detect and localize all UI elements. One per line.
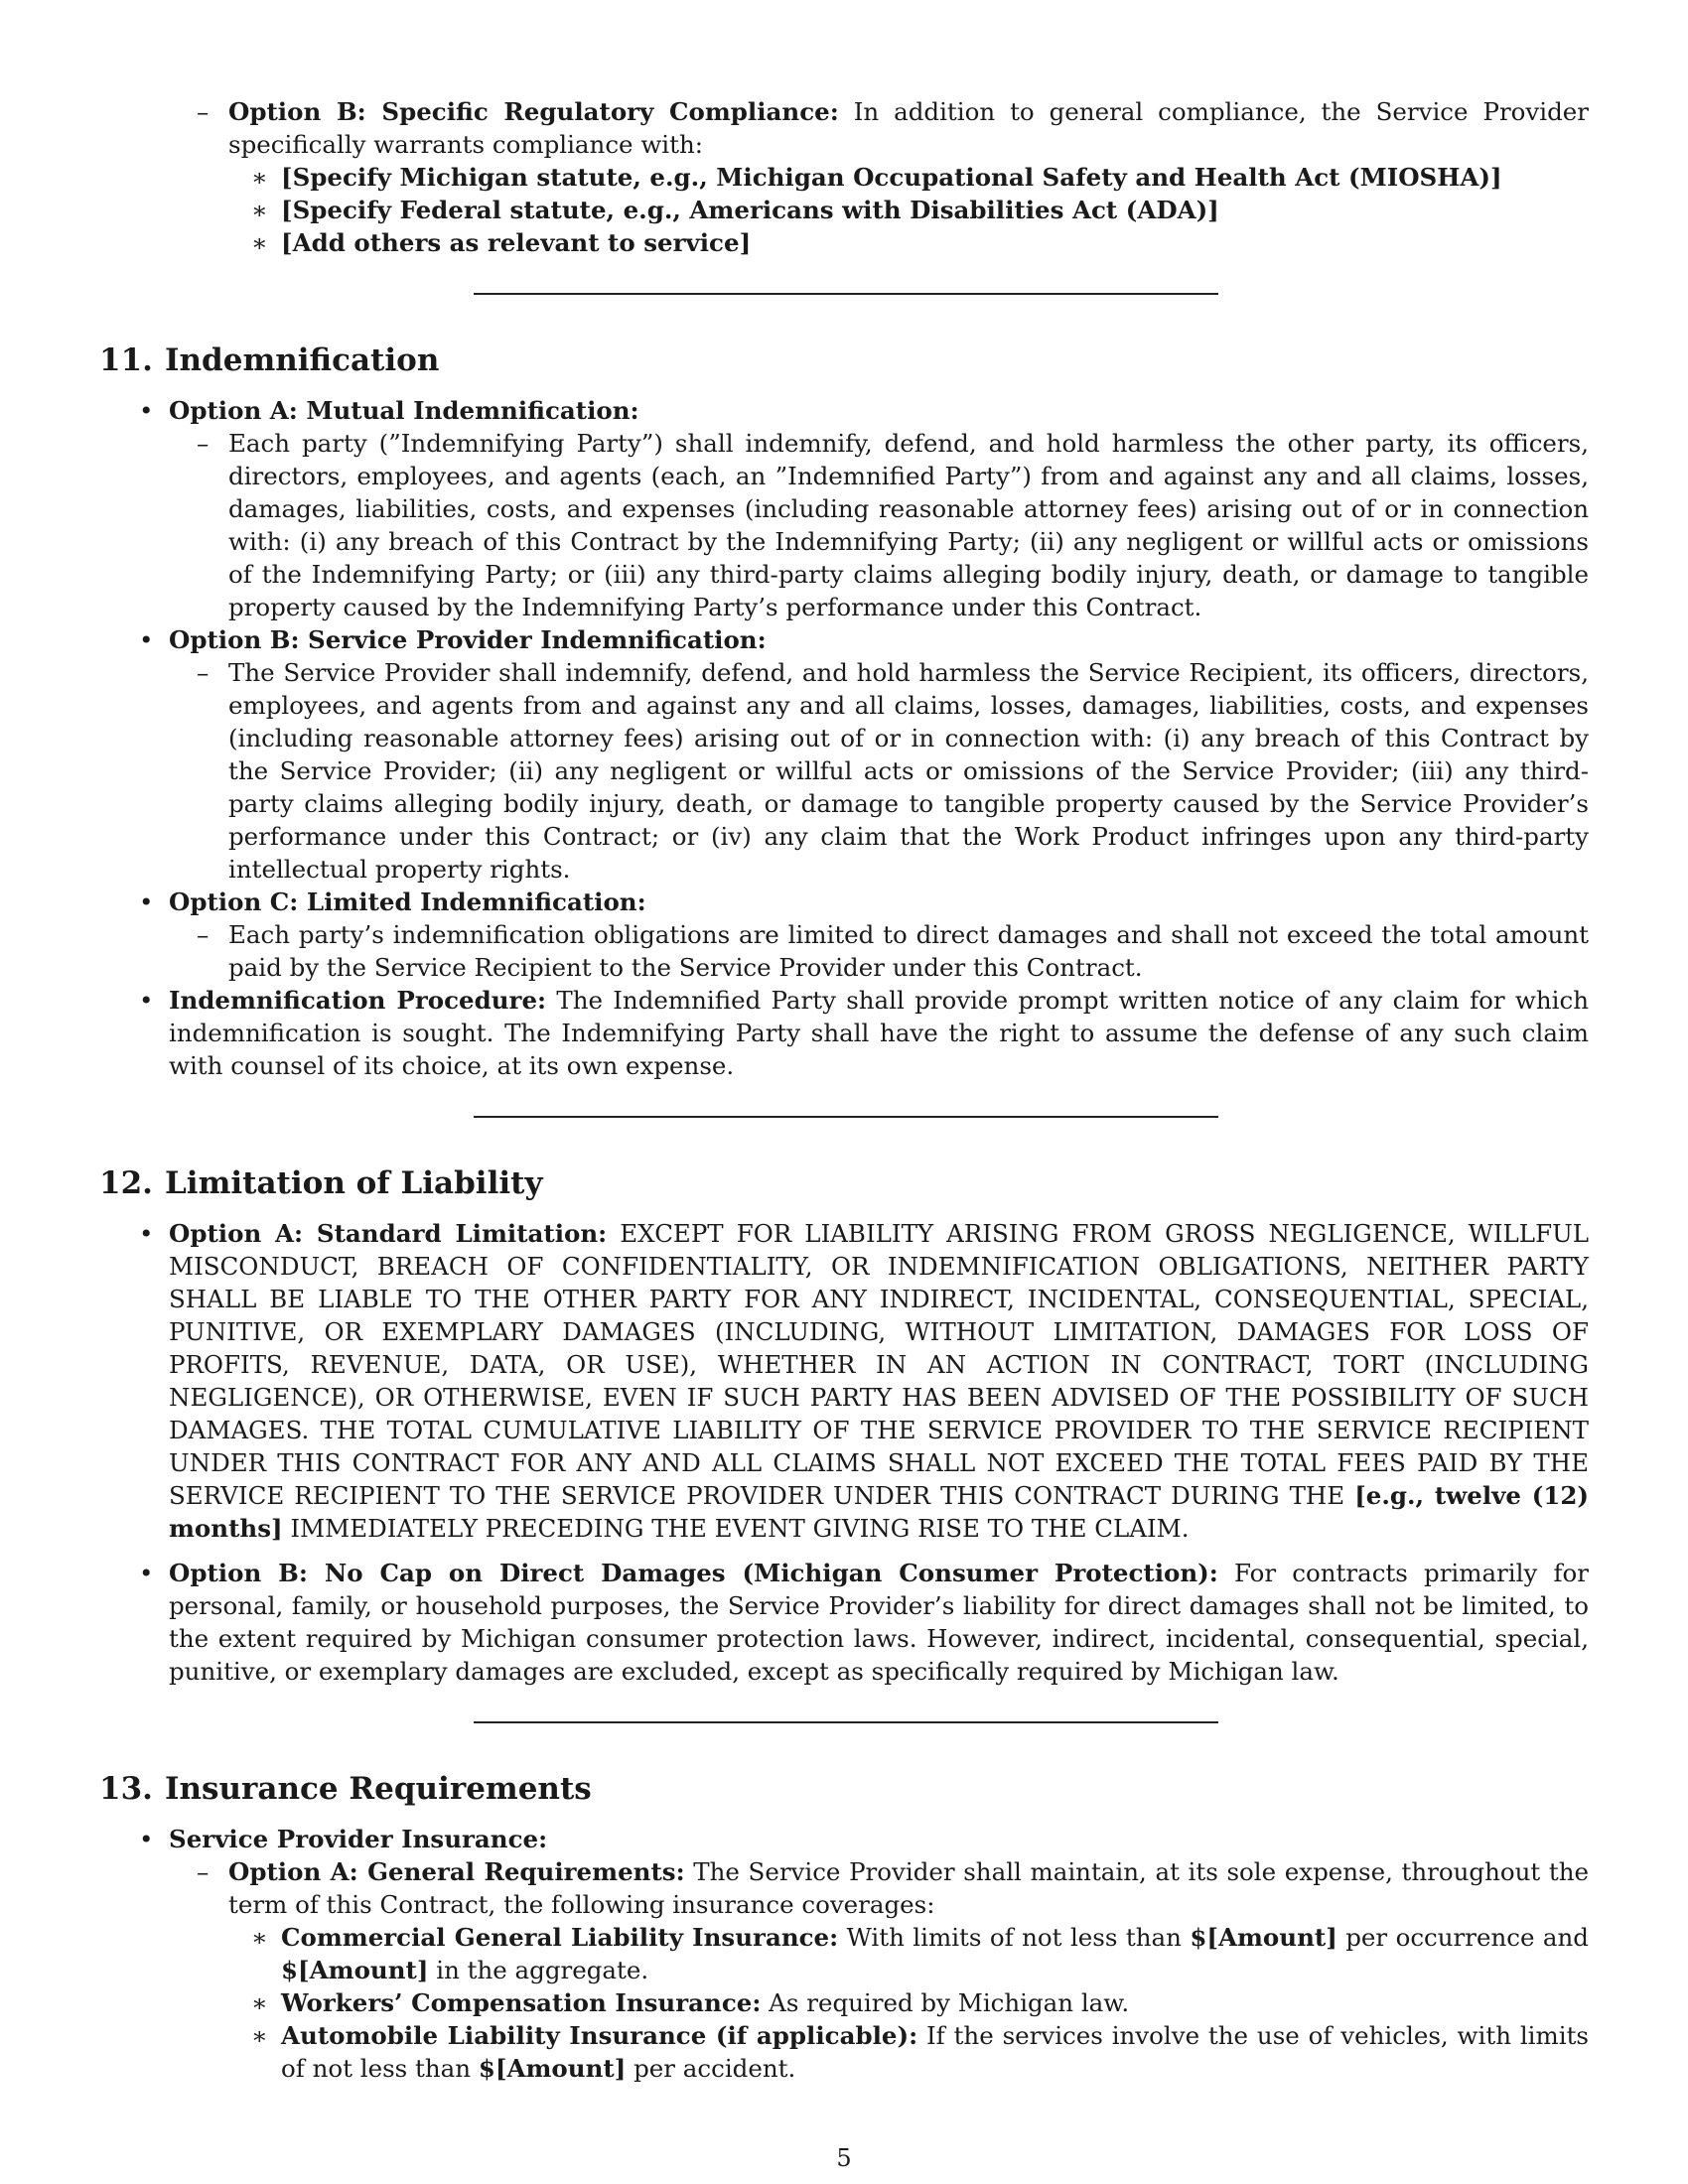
amount-placeholder: $[Amount] bbox=[1190, 1923, 1337, 1952]
section-divider bbox=[474, 1721, 1218, 1723]
list-item bbox=[197, 656, 1589, 886]
section-heading-indemnification bbox=[99, 341, 1589, 380]
coverage-heading: Automobile Liability Insurance (if applicable): bbox=[281, 2021, 918, 2050]
section-divider bbox=[474, 293, 1218, 295]
list-item bbox=[251, 226, 1589, 259]
coverage-heading: Commercial General Liability Insurance: bbox=[281, 1923, 839, 1952]
list-item bbox=[197, 918, 1589, 984]
star-marker: ∗ bbox=[251, 163, 268, 192]
list-item bbox=[139, 1217, 1589, 1545]
bullet-marker: • bbox=[139, 986, 154, 1015]
option-heading: Option A: Standard Limitation: bbox=[169, 1219, 608, 1248]
section-heading-insurance bbox=[99, 1769, 1589, 1809]
list-item bbox=[139, 1823, 1589, 1855]
option-heading: Option B: Specific Regulatory Compliance: bbox=[228, 97, 839, 126]
section-title: Insurance Requirements bbox=[165, 1771, 592, 1807]
amount-placeholder: $[Amount] bbox=[478, 2054, 627, 2083]
statute-placeholder: [Add others as relevant to service] bbox=[281, 228, 752, 257]
dash-marker: – bbox=[197, 1857, 210, 1886]
statute-placeholder: [Specify Federal statute, e.g., Americans with Disabilities Act (ADA)] bbox=[281, 196, 1219, 224]
option-text: In addition to general compliance, the Service Provider specifically warrants compliance with: bbox=[228, 97, 1589, 159]
section-title: Indemnification bbox=[165, 342, 440, 378]
list-item bbox=[251, 1921, 1589, 1986]
option-heading: Indemnification Procedure: bbox=[169, 986, 547, 1015]
list-item bbox=[139, 623, 1589, 656]
star-marker: ∗ bbox=[251, 228, 268, 257]
page-number: 5 bbox=[836, 2144, 852, 2172]
star-marker: ∗ bbox=[251, 2021, 268, 2050]
list-item bbox=[139, 1557, 1590, 1688]
bullet-marker: • bbox=[139, 396, 154, 425]
document-page bbox=[99, 95, 1589, 2085]
section-number: 11. bbox=[99, 342, 153, 378]
option-heading: Option B: Service Provider Indemnification: bbox=[169, 625, 767, 654]
list-item bbox=[139, 984, 1589, 1082]
list-item bbox=[251, 194, 1589, 226]
list-item bbox=[139, 394, 1589, 427]
coverage-text: in the aggregate. bbox=[428, 1956, 649, 1984]
list-item bbox=[197, 1855, 1589, 1921]
dash-marker: – bbox=[197, 920, 210, 949]
star-marker: ∗ bbox=[251, 196, 268, 224]
option-heading: Option C: Limited Indemnification: bbox=[169, 887, 646, 916]
coverage-text: As required by Michigan law. bbox=[761, 1988, 1130, 2017]
option-text: Each party’s indemnification obligations are limited to direct damages and shall not exceed the total amount paid by the Service Recipient to the Service Provider under this Contract. bbox=[228, 920, 1589, 982]
option-text: The Service Provider shall indemnify, defend, and hold harmless the Service Recipient, its officers, directors, employees, and agents from and against any and all claims, losses, damages, liabilities, costs, and expenses (including reasonable attorney fees) arising out of or in connection with: (i) any breach of this Contract by the Service Provider; (ii) any negligent or willful acts or omissions of the Service Provider; (iii) any third-party claims alleging bodily injury, death, or damage to tangible property caused by the Service Provider’s performance under this Contract; or (iv) any claim that the Work Product infringes upon any third-party intellectual property rights. bbox=[228, 658, 1589, 884]
option-heading: Option A: Mutual Indemnification: bbox=[169, 396, 639, 425]
option-text: For contracts primarily for personal, family, or household purposes, the Service Provider’s liability for direct damages shall not be limited, to the extent required by Michigan consumer protection laws. However, indirect, incidental, consequential, special, punitive, or exemplary damages are excluded, except as specifically required by Michigan law. bbox=[169, 1559, 1590, 1686]
coverage-text: With limits of not less than bbox=[838, 1923, 1191, 1952]
option-text: IMMEDIATELY PRECEDING THE EVENT GIVING RISE TO THE CLAIM. bbox=[282, 1514, 1190, 1543]
option-heading: Service Provider Insurance: bbox=[169, 1825, 548, 1853]
coverage-text: per accident. bbox=[626, 2054, 796, 2083]
coverage-heading: Workers’ Compensation Insurance: bbox=[281, 1988, 762, 2017]
amount-placeholder: $[Amount] bbox=[281, 1956, 429, 1984]
list-item bbox=[251, 161, 1589, 194]
bullet-marker: • bbox=[139, 1825, 154, 1853]
option-text: Each party (”Indemnifying Party”) shall indemnify, defend, and hold harmless the other party, its officers, directors, employees, and agents (each, an ”Indemnified Party”) from and against any and all claims, losses, damages, liabilities, costs, and expenses (including reasonable attorney fees) arising out of or in connection with: (i) any breach of this Contract by the Indemnifying Party; (ii) any negligent or willful acts or omissions of the Indemnifying Party; or (iii) any third-party claims alleging bodily injury, death, or damage to tangible property caused by the Indemnifying Party’s performance under this Contract. bbox=[228, 429, 1589, 621]
option-heading: Option A: General Requirements: bbox=[228, 1857, 685, 1886]
section-number: 12. bbox=[99, 1165, 153, 1201]
option-heading: Option B: No Cap on Direct Damages (Michigan Consumer Protection): bbox=[169, 1559, 1218, 1587]
list-item bbox=[197, 427, 1589, 623]
option-b-regulatory bbox=[197, 95, 1589, 161]
section-title: Limitation of Liability bbox=[165, 1165, 543, 1201]
bullet-marker: • bbox=[139, 1559, 154, 1587]
statute-placeholder: [Specify Michigan statute, e.g., Michigan Occupational Safety and Health Act (MIOSHA)] bbox=[281, 163, 1502, 192]
dash-marker: – bbox=[197, 97, 210, 126]
option-text: The Service Provider shall maintain, at its sole expense, throughout the term of this Contract, the following insurance coverages: bbox=[228, 1857, 1589, 1919]
option-text: The Indemnified Party shall provide prompt written notice of any claim for which indemnification is sought. The Indemnifying Party shall have the right to assume the defense of any such claim with counsel of its choice, at its own expense. bbox=[169, 986, 1589, 1080]
section-divider bbox=[474, 1116, 1218, 1118]
bullet-marker: • bbox=[139, 625, 154, 654]
period-placeholder: [e.g., twelve (12) months] bbox=[169, 1481, 1589, 1543]
coverage-text: If the services involve the use of vehicles, with limits of not less than bbox=[281, 2021, 1589, 2083]
list-item bbox=[139, 886, 1589, 918]
bullet-marker: • bbox=[139, 887, 154, 916]
list-item bbox=[251, 2019, 1589, 2085]
option-text: EXCEPT FOR LIABILITY ARISING FROM GROSS NEGLIGENCE, WILLFUL MISCONDUCT, BREACH OF CONFIDENTIALITY, OR INDEMNIFICATION OBLIGATIONS, NEITHER PARTY SHALL BE LIABLE TO THE OTHER PARTY FOR ANY INDIRECT, INCIDENTAL, CONSEQUENTIAL, SPECIAL, PUNITIVE, OR EXEMPLARY DAMAGES (INCLUDING, WITHOUT LIMITATION, DAMAGES FOR LOSS OF PROFITS, REVENUE, DATA, OR USE), WHETHER IN AN ACTION IN CONTRACT, TORT (INCLUDING NEGLIGENCE), OR OTHERWISE, EVEN IF SUCH PARTY HAS BEEN ADVISED OF THE POSSIBILITY OF SUCH DAMAGES. THE TOTAL CUMULATIVE LIABILITY OF THE SERVICE PROVIDER TO THE SERVICE RECIPIENT UNDER THIS CONTRACT FOR ANY AND ALL CLAIMS SHALL NOT EXCEED THE TOTAL FEES PAID BY THE SERVICE RECIPIENT TO THE SERVICE PROVIDER UNDER THIS CONTRACT DURING THE bbox=[169, 1219, 1589, 1510]
section-number: 13. bbox=[99, 1771, 153, 1807]
list-item bbox=[251, 1986, 1589, 2019]
dash-marker: – bbox=[197, 429, 210, 458]
coverage-text: per occurrence and bbox=[1336, 1923, 1589, 1952]
bullet-marker: • bbox=[139, 1219, 154, 1248]
section-heading-limitation bbox=[99, 1163, 1589, 1203]
star-marker: ∗ bbox=[251, 1923, 268, 1952]
dash-marker: – bbox=[197, 658, 210, 687]
star-marker: ∗ bbox=[251, 1988, 268, 2017]
